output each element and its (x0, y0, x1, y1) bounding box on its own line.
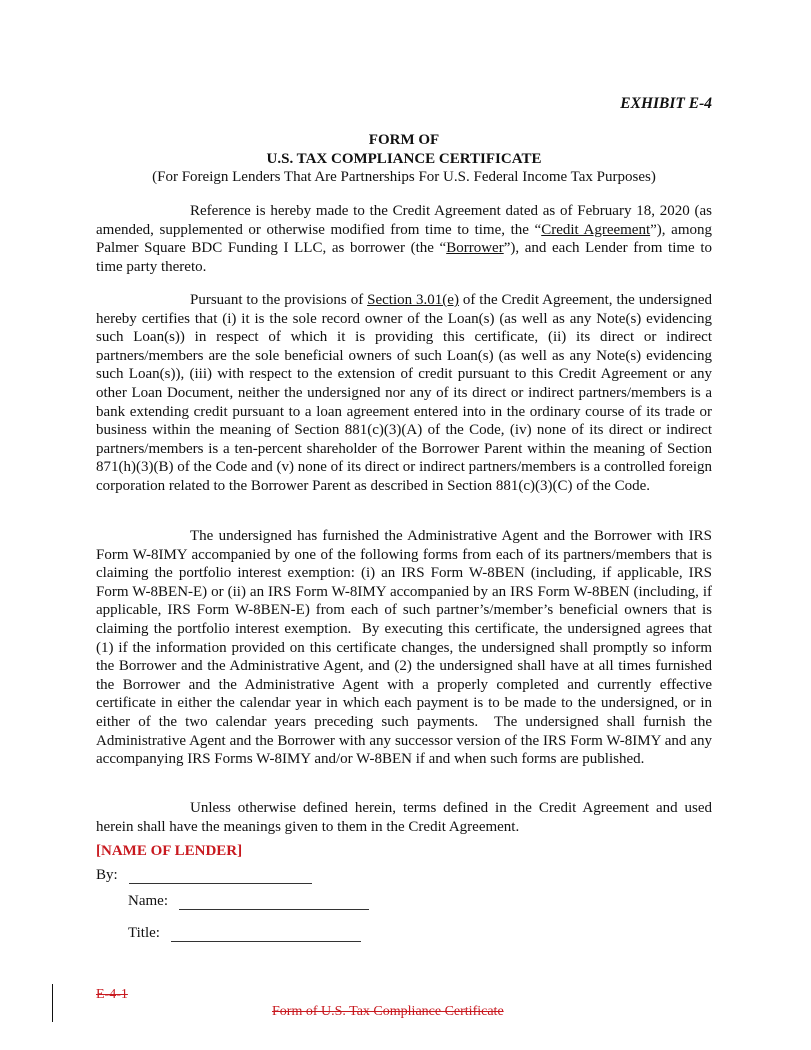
p2-text-b: of the Credit Agreement, the undersigned hereby certifies that (i) it is the sole record owner of the Loan(s) (as well as any Note(s) evidencing such Loan(s)) in respect of which it is providing this certificate, (ii) its direct or indirect partners/members are the sole beneficial owners of such Loan(s) (as well as any Note(s) evidencing such Loan(s)), (iii) with respect to the extension of credit pursuant to this Credit Agreement or any other Loan Document, neither the undersigned nor any of its direct or indirect partners/members is a bank extending credit pursuant to a loan agreement entered into in the ordinary course of its trade or business within the meaning of Section 881(c)(3)(A) of the Code, (iv) none of its direct or indirect partners/members is a ten-percent shareholder of the Borrower Parent within the meaning of Section 871(h)(3)(B) of the Code and (v) none of its direct or indirect partners/members is a controlled foreign corporation related to the Borrower Parent as described in Section 881(c)(3)(C) of the Code. (96, 292, 713, 494)
title-label: Title: (128, 925, 160, 941)
name-label: Name: (128, 893, 168, 909)
p1-text-b: ”), among Palmer Square BDC Funding I LLC, as borrower (the “ (96, 221, 712, 257)
signature-name-row (128, 892, 369, 910)
paragraph-forms-furnished: The undersigned has furnished the Administrative Agent and the Borrower with IRS Form W-8IMY accompanied by one of the following forms from each of its partners/members that is claiming the portfolio interest exemption: (i) an IRS Form W-8BEN (including, if applicable, IRS Form W-8BEN-E) or (ii) an IRS Form W-8IMY accompanied by an IRS Form W-8BEN (including, if applicable, IRS Form W-8BEN-E) from each of such partner’s/member’s beneficial owners that is claiming the portfolio interest exemption. By executing this certificate, the undersigned agrees that (1) if the information provided on this certificate changes, the undersigned shall promptly so inform the Borrower and the Administrative Agent, and (2) the undersigned shall have at all times furnished the Borrower and the Administrative Agent with a properly completed and currently effective certificate in either the calendar year in which each payment is to be made to the undersigned, or in either of the two calendar years preceding such payments. The undersigned shall furnish the Administrative Agent and the Borrower with any successor version of the IRS Form W-8IMY and any accompanying IRS Forms W-8IMY and/or W-8BEN if and when such forms are published. (96, 528, 712, 768)
defined-term-borrower: Borrower (446, 240, 504, 257)
title-block (96, 131, 712, 187)
title-signature-line[interactable] (171, 927, 361, 942)
footer-page-number: E-4-1 (96, 987, 128, 1002)
signature-title-row (128, 924, 361, 942)
defined-term-credit-agreement: Credit Agreement (541, 221, 651, 238)
p1-text-c: ”), and each Lender from time to time party thereto. (96, 240, 712, 275)
p2-text-a: Pursuant to the provisions of (190, 292, 368, 308)
footer-document-title: Form of U.S. Tax Compliance Certificate (272, 1004, 504, 1019)
paragraph-definitions: Unless otherwise defined herein, terms defined in the Credit Agreement and used herein shall have the meanings given to them in the Credit Agreement. (96, 800, 712, 835)
revision-change-bar (52, 984, 53, 1022)
lender-name-placeholder: [NAME OF LENDER] (96, 843, 243, 859)
signature-by-row (96, 866, 312, 884)
section-reference: Section 3.01(e) (367, 292, 459, 308)
by-signature-line[interactable] (129, 869, 312, 884)
certificate-title: U.S. TAX COMPLIANCE CERTIFICATE (266, 150, 542, 167)
p1-text-a: Reference is hereby made to the Credit Agreement dated as of February 18, 2020 (as amended, supplemented or otherwise modified from time to time, the “ (96, 203, 712, 238)
form-of-heading: FORM OF (368, 132, 440, 148)
exhibit-label: EXHIBIT E-4 (620, 95, 712, 112)
name-signature-line[interactable] (179, 895, 369, 910)
certificate-subtitle: (For Foreign Lenders That Are Partnerships For U.S. Federal Income Tax Purposes) (152, 169, 656, 186)
by-label: By: (96, 867, 118, 883)
paragraph-reference (96, 202, 712, 276)
paragraph-certifications (96, 291, 712, 496)
